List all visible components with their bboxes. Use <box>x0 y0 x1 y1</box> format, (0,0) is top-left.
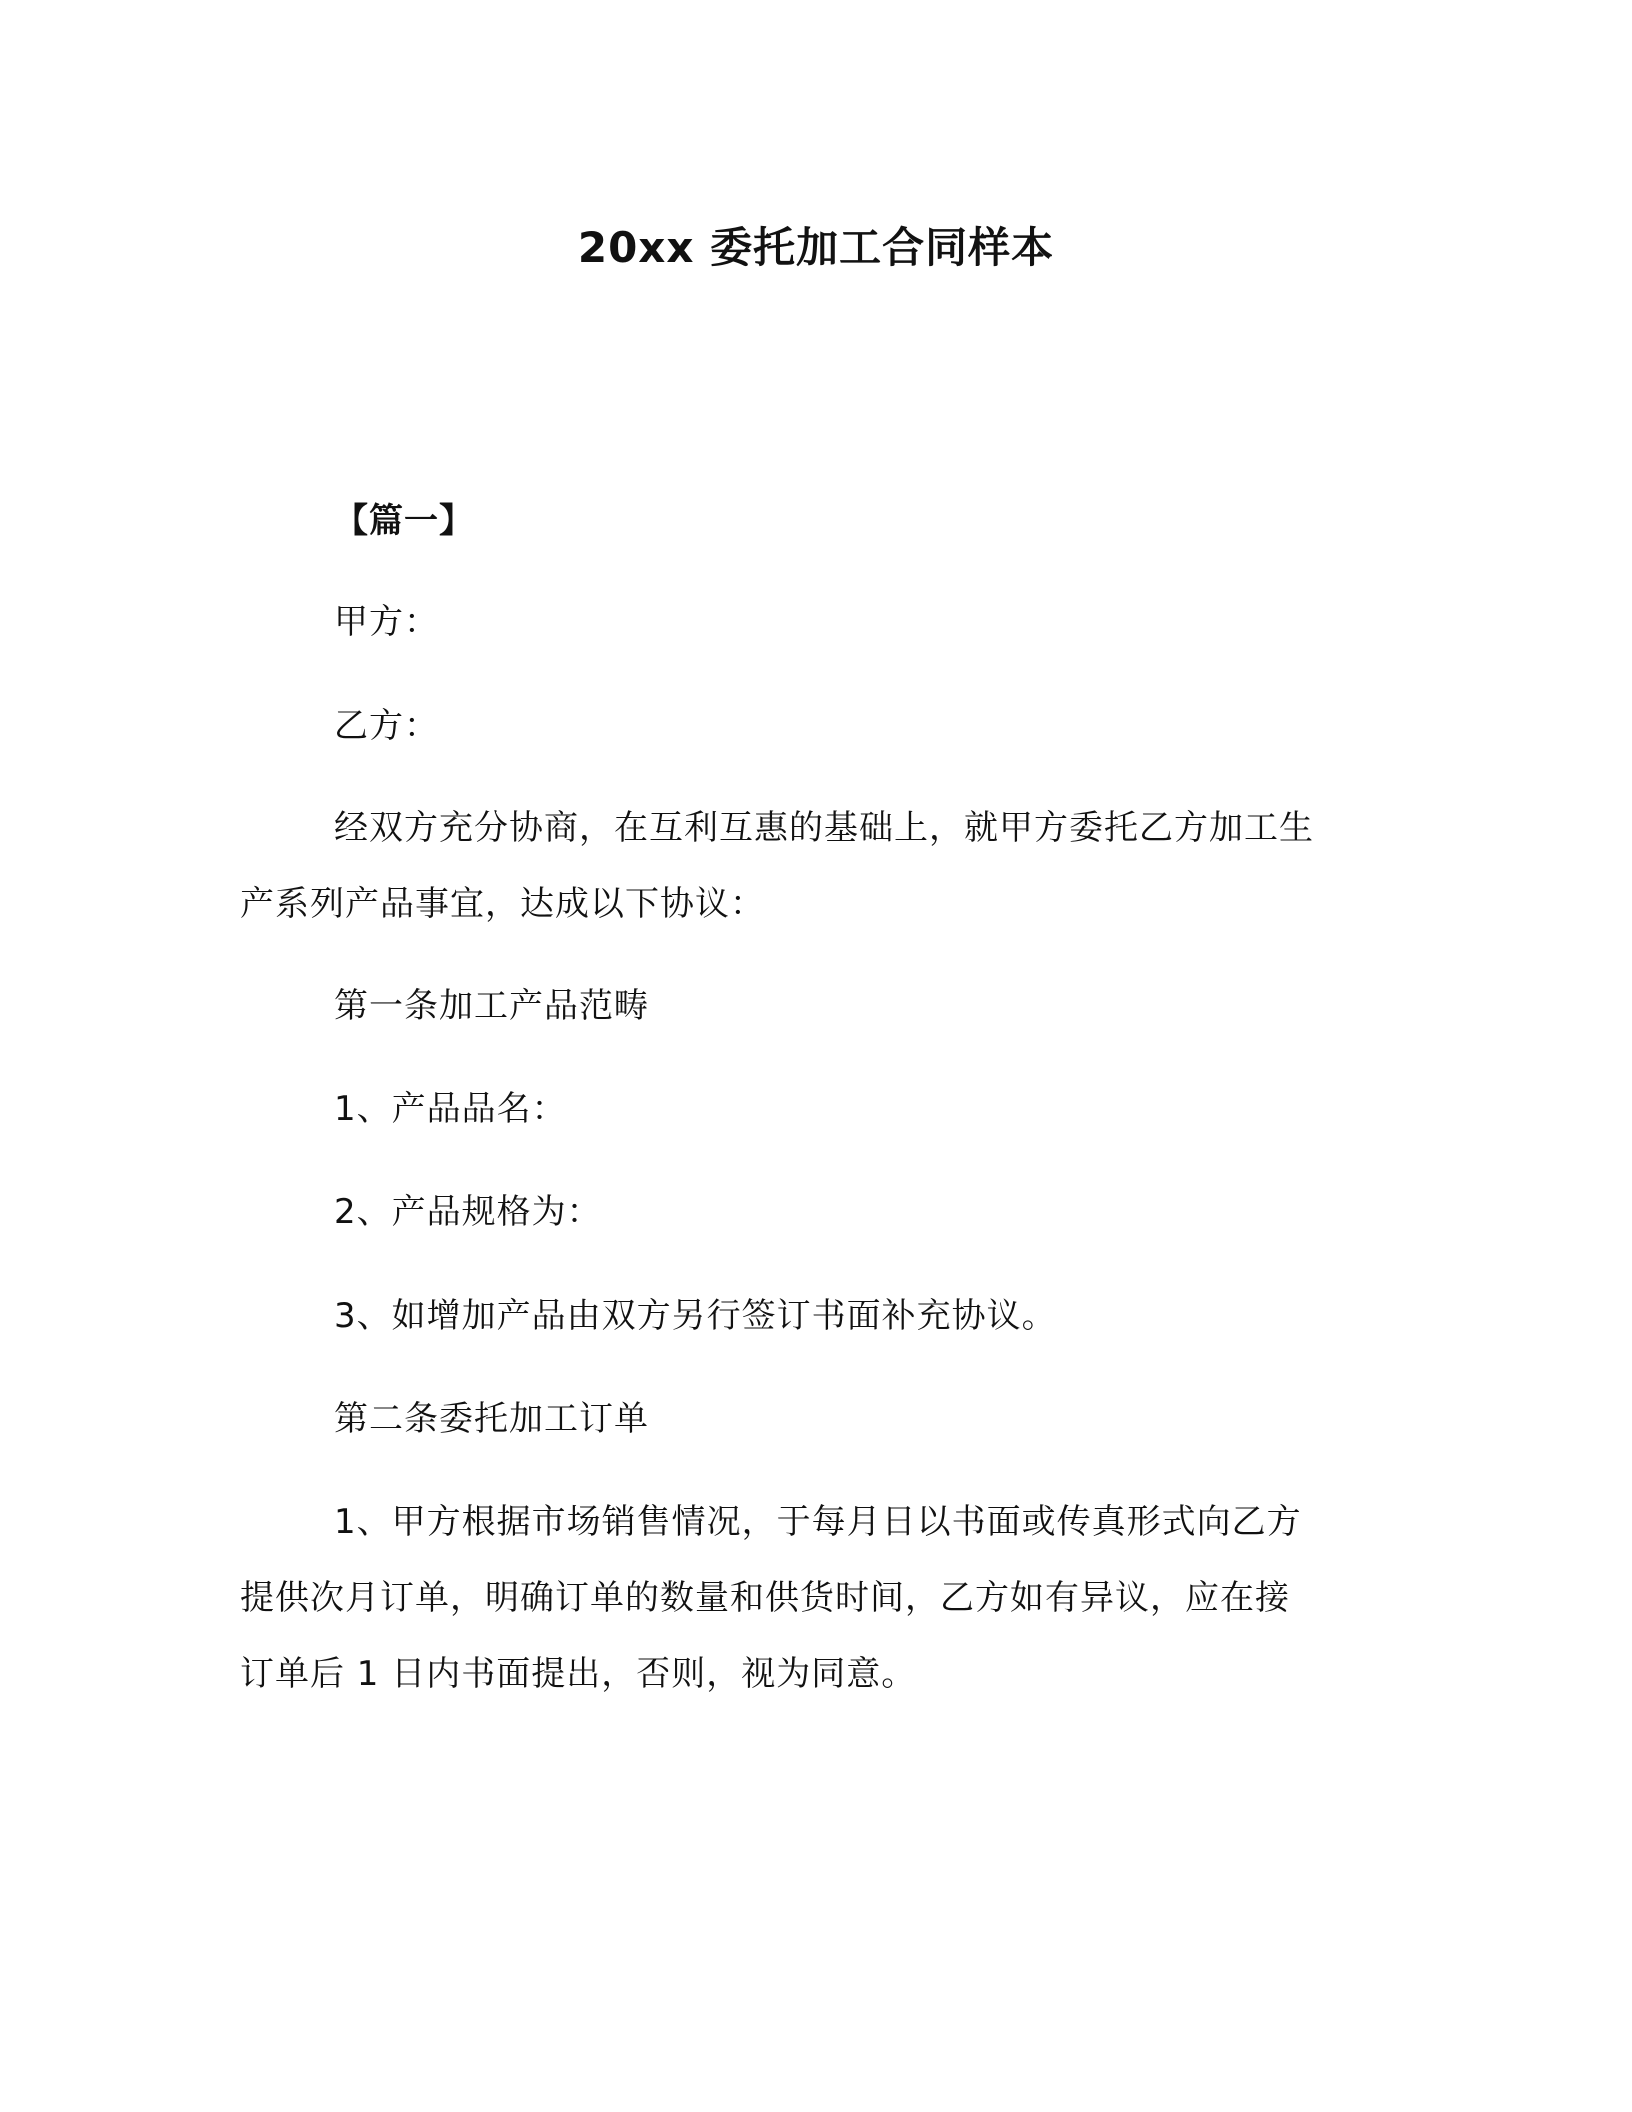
article-1-title: 第一条加工产品范畴 <box>334 986 649 1026</box>
article-2-item-1-line-3: 订单后 1 日内书面提出，否则，视为同意。 <box>240 1654 917 1694</box>
article-1-item-1: 1、产品品名： <box>334 1089 567 1129</box>
party-b-line: 乙方： <box>334 706 439 746</box>
article-2-item-1-line-2: 提供次月订单，明确订单的数量和供货时间，乙方如有异议，应在接 <box>240 1578 1290 1618</box>
document-title: 20xx 委托加工合同样本 <box>577 223 1055 272</box>
section-label: 【篇一】 <box>334 501 474 541</box>
article-1-item-2: 2、产品规格为： <box>334 1192 602 1232</box>
intro-paragraph-line-2: 产系列产品事宜，达成以下协议： <box>240 884 765 924</box>
article-1-item-3: 3、如增加产品由双方另行签订书面补充协议。 <box>334 1296 1057 1336</box>
article-2-item-1-line-1: 1、甲方根据市场销售情况，于每月日以书面或传真形式向乙方 <box>334 1502 1302 1542</box>
article-2-title: 第二条委托加工订单 <box>334 1399 649 1439</box>
intro-paragraph-line-1: 经双方充分协商，在互利互惠的基础上，就甲方委托乙方加工生 <box>334 808 1314 848</box>
party-a-line: 甲方： <box>334 602 439 642</box>
